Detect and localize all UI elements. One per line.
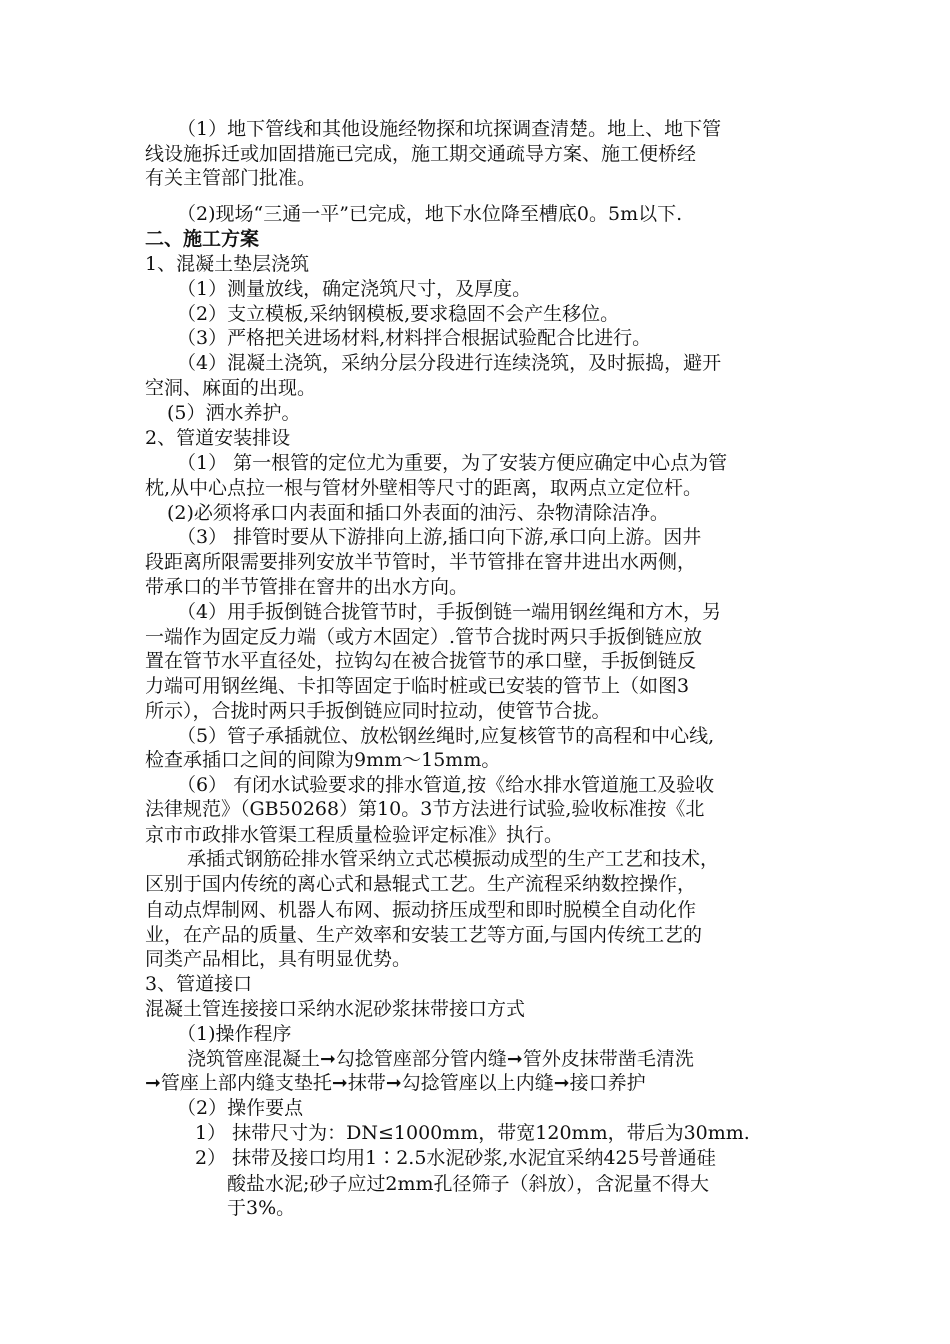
paragraph-line: （1）地下管线和其他设施经物探和坑探调查清楚。地上、地下管	[177, 118, 722, 140]
paragraph-line: （1） 第一根管的定位尤为重要，为了安装方便应确定中心点为管	[177, 452, 728, 474]
paragraph-line: 一端作为固定反力端（或方木固定）.管节合拢时两只手扳倒链应放	[145, 626, 703, 648]
paragraph-line: （6） 有闭水试验要求的排水管道,按《给水排水管道施工及验收	[177, 774, 715, 796]
paragraph-line: 置在管节水平直径处，拉钩勾在被合拢管节的承口壁，手扳倒链反	[145, 650, 697, 672]
paragraph-line: （5）管子承插就位、放松钢丝绳时,应复核管节的高程和中心线,	[177, 725, 715, 747]
paragraph-line: 承插式钢筋砼排水管采纳立式芯模振动成型的生产工艺和技术，	[187, 848, 720, 870]
paragraph-line: （4）用手扳倒链合拢管节时，手扳倒链一端用钢丝绳和方木，另	[177, 601, 722, 623]
paragraph-line: （4）混凝土浇筑，采纳分层分段进行连续浇筑，及时振捣，避开	[177, 352, 722, 374]
paragraph-line: 混凝土管连接接口采纳水泥砂浆抹带接口方式	[145, 998, 526, 1020]
paragraph-line: ➞管座上部内缝支垫托➞抹带➞勾捻管座以上内缝➞接口养护	[145, 1072, 646, 1094]
paragraph-line: 力端可用钢丝绳、卡扣等固定于临时桩或已安装的管节上（如图3	[145, 675, 690, 697]
paragraph-line: (5）洒水养护。	[167, 402, 301, 424]
paragraph-line: （1）测量放线，确定浇筑尺寸，及厚度。	[177, 278, 532, 300]
paragraph-line: 有关主管部门批准。	[145, 167, 317, 189]
section-heading: 二、施工方案	[145, 228, 260, 250]
paragraph-line: （2)现场“三通一平”已完成，地下水位降至槽底0。5m以下.	[177, 203, 683, 225]
paragraph-line: 检查承插口之间的间隙为9mm～15mm。	[145, 749, 501, 771]
paragraph-line: （1)操作程序	[177, 1023, 292, 1045]
paragraph-line: 3、管道接口	[145, 973, 253, 995]
paragraph-line: （2）操作要点	[177, 1097, 304, 1119]
paragraph-line: 浇筑管座混凝土➞勾捻管座部分管内缝➞管外皮抹带凿毛清洗	[187, 1048, 694, 1070]
paragraph-line: （3）严格把关进场材料,材料拌合根据试验配合比进行。	[177, 327, 652, 349]
paragraph-line: 区别于国内传统的离心式和悬辊式工艺。生产流程采纳数控操作，	[145, 873, 697, 895]
paragraph-line: 自动点焊制网、机器人布网、振动挤压成型和即时脱模全自动化作	[145, 899, 697, 921]
paragraph-line: 酸盐水泥;砂子应过2mm孔径筛子（斜放），含泥量不得大	[227, 1173, 710, 1195]
paragraph-line: 法律规范》（GB50268）第10。3节方法进行试验,验收标准按《北	[145, 798, 705, 820]
paragraph-line: 于3%。	[227, 1197, 296, 1219]
paragraph-line: 带承口的半节管排在窨井的出水方向。	[145, 576, 469, 598]
paragraph-line: 京市市政排水管渠工程质量检验评定标准》执行。	[145, 824, 564, 846]
paragraph-line: 线设施拆迁或加固措施已完成，施工期交通疏导方案、施工便桥经	[145, 143, 697, 165]
paragraph-line: （3） 排管时要从下游排向上游,插口向下游,承口向上游。因井	[177, 526, 702, 548]
paragraph-line: 1） 抹带尺寸为：DN≤1000mm，带宽120mm，带后为30mm.	[195, 1122, 750, 1144]
paragraph-line: 同类产品相比，具有明显优势。	[145, 948, 412, 970]
paragraph-line: 段距离所限需要排列安放半节管时，半节管排在窨井进出水两侧，	[145, 551, 697, 573]
paragraph-line: （2）支立模板,采纳钢模板,要求稳固不会产生移位。	[177, 303, 620, 325]
paragraph-line: 空洞、麻面的出现。	[145, 377, 317, 399]
paragraph-line: 枕,从中心点拉一根与管材外壁相等尺寸的距离，取两点立定位杆。	[145, 477, 703, 499]
paragraph-line: 业，在产品的质量、生产效率和安装工艺等方面,与国内传统工艺的	[145, 924, 703, 946]
paragraph-line: 所示），合拢时两只手扳倒链应同时拉动，使管节合拢。	[145, 700, 611, 722]
paragraph-line: 2、管道安装排设	[145, 427, 291, 449]
paragraph-line: 1、混凝土垫层浇筑	[145, 253, 310, 275]
paragraph-line: (2)必须将承口内表面和插口外表面的油污、杂物清除洁净。	[167, 502, 669, 524]
paragraph-line: 2） 抹带及接口均用1∶2.5水泥砂浆,水泥宜采纳425号普通硅	[195, 1147, 716, 1169]
